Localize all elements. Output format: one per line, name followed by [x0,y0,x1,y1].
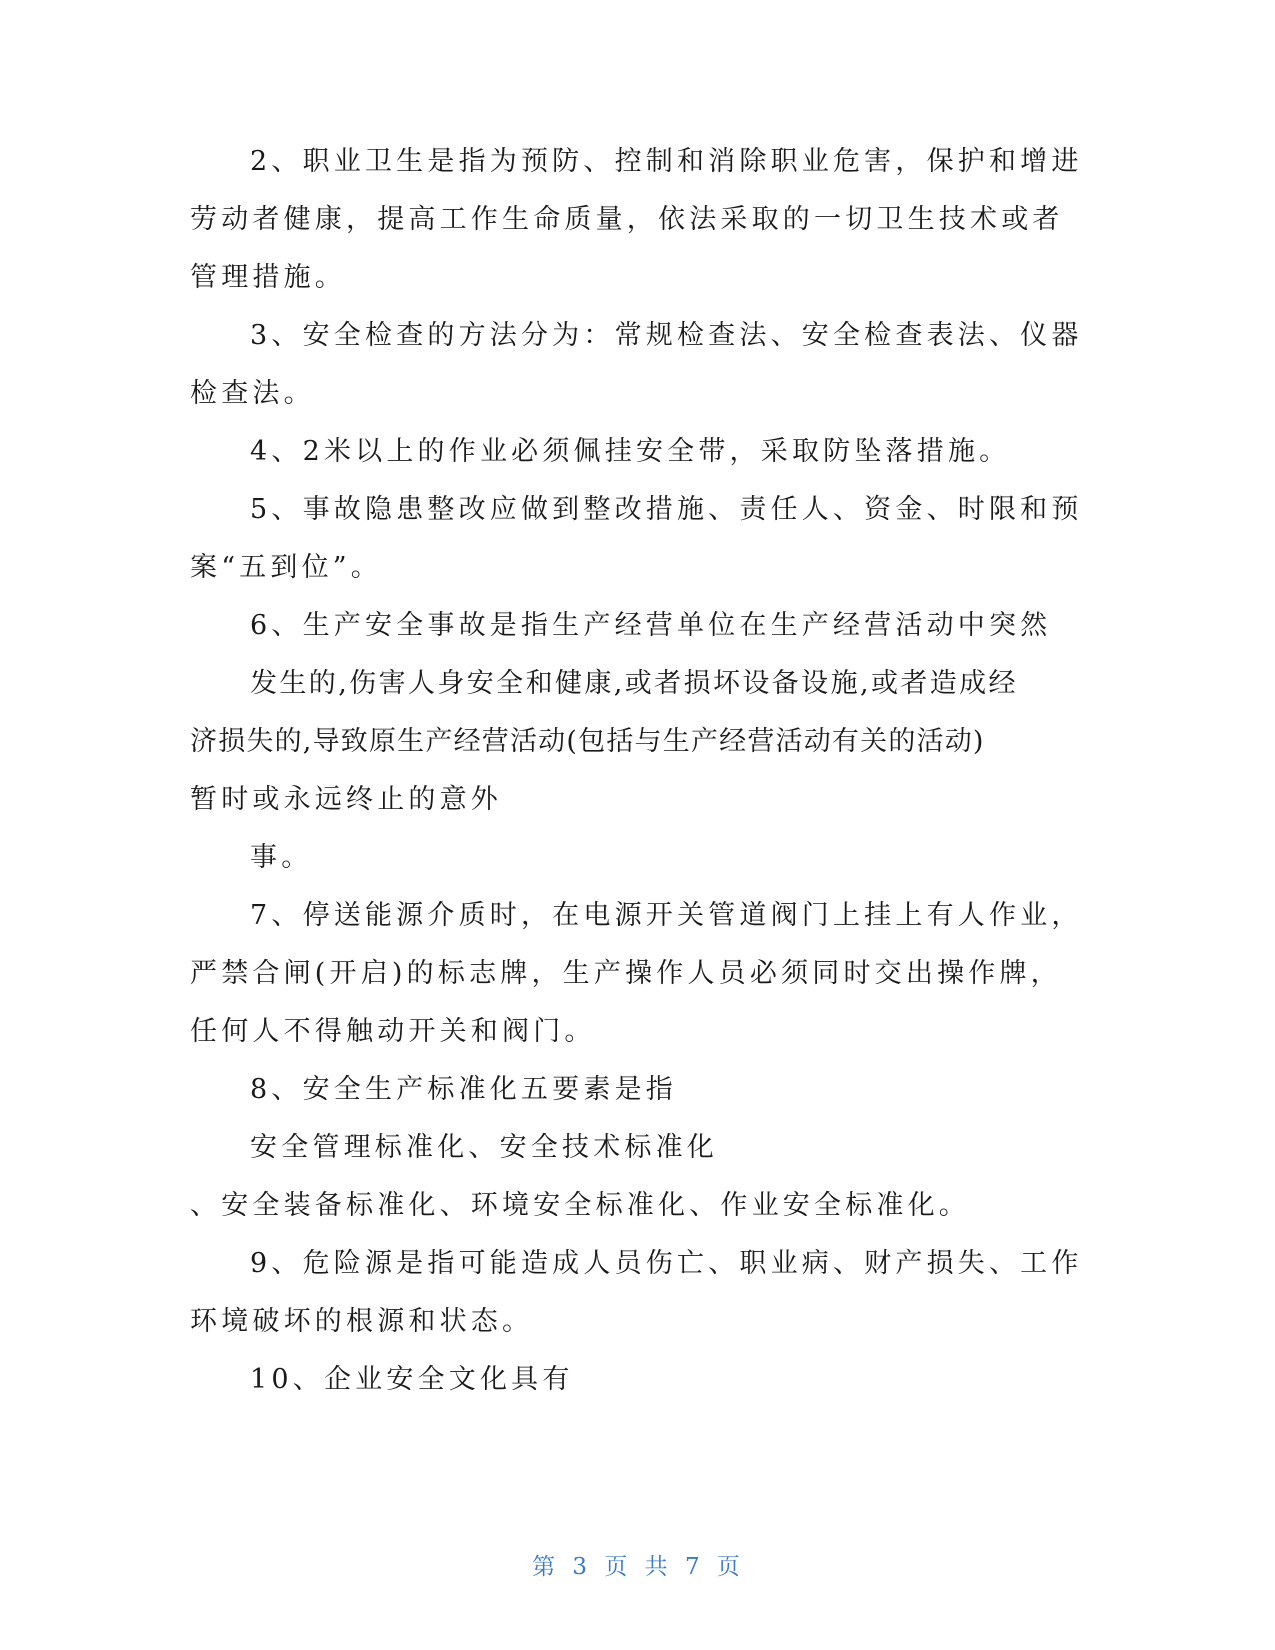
footer-page-word: 页 [604,1554,631,1580]
paragraph-line: 发生的,伤害人身安全和健康,或者损坏设备设施,或者造成经 [250,668,1018,699]
paragraph-line: 检查法。 [190,378,315,409]
page-number-footer [0,1548,1275,1581]
footer-prefix: 第 [532,1554,559,1580]
paragraph-line: 8、安全生产标准化五要素是指 [250,1074,677,1105]
paragraph-line: 10、企业安全文化具有 [250,1364,574,1395]
paragraph-line: 案“五到位”。 [190,552,383,583]
paragraph-line: 济损失的,导致原生产经营活动(包括与生产经营活动有关的活动) [190,726,985,757]
paragraph-line: 9、危险源是指可能造成人员伤亡、职业病、财产损失、工作 [250,1248,1083,1279]
current-page-number: 3 [572,1554,591,1580]
paragraph-line: 环境破坏的根源和状态。 [190,1306,534,1337]
paragraph-line: 暂时或永远终止的意外 [190,784,502,815]
paragraph-line: 劳动者健康，提高工作生命质量，依法采取的一切卫生技术或者 [190,204,1064,235]
total-pages-number: 7 [684,1554,703,1580]
paragraph-line: 管理措施。 [190,262,346,293]
paragraph-line: 2、职业卫生是指为预防、控制和消除职业危害，保护和增进 [250,146,1083,177]
paragraph-line: 4、2米以上的作业必须佩挂安全带，采取防坠落措施。 [250,436,1011,467]
paragraph-line: 安全管理标准化、安全技术标准化 [250,1132,718,1163]
footer-total-prefix: 共 [644,1554,671,1580]
footer-suffix: 页 [716,1554,743,1580]
paragraph-line: 3、安全检查的方法分为：常规检查法、安全检查表法、仪器 [250,320,1083,351]
paragraph-line: 严禁合闸(开启)的标志牌，生产操作人员必须同时交出操作牌， [190,958,1062,989]
paragraph-line: 任何人不得触动开关和阀门。 [190,1016,596,1047]
paragraph-line: 事。 [250,842,313,873]
paragraph-line: 5、事故隐患整改应做到整改措施、责任人、资金、时限和预 [250,494,1083,525]
paragraph-line: 6、生产安全事故是指生产经营单位在生产经营活动中突然 [250,610,1052,641]
paragraph-line: 7、停送能源介质时，在电源开关管道阀门上挂上有人作业， [250,900,1083,931]
paragraph-line: 、安全装备标准化、环境安全标准化、作业安全标准化。 [190,1190,970,1221]
